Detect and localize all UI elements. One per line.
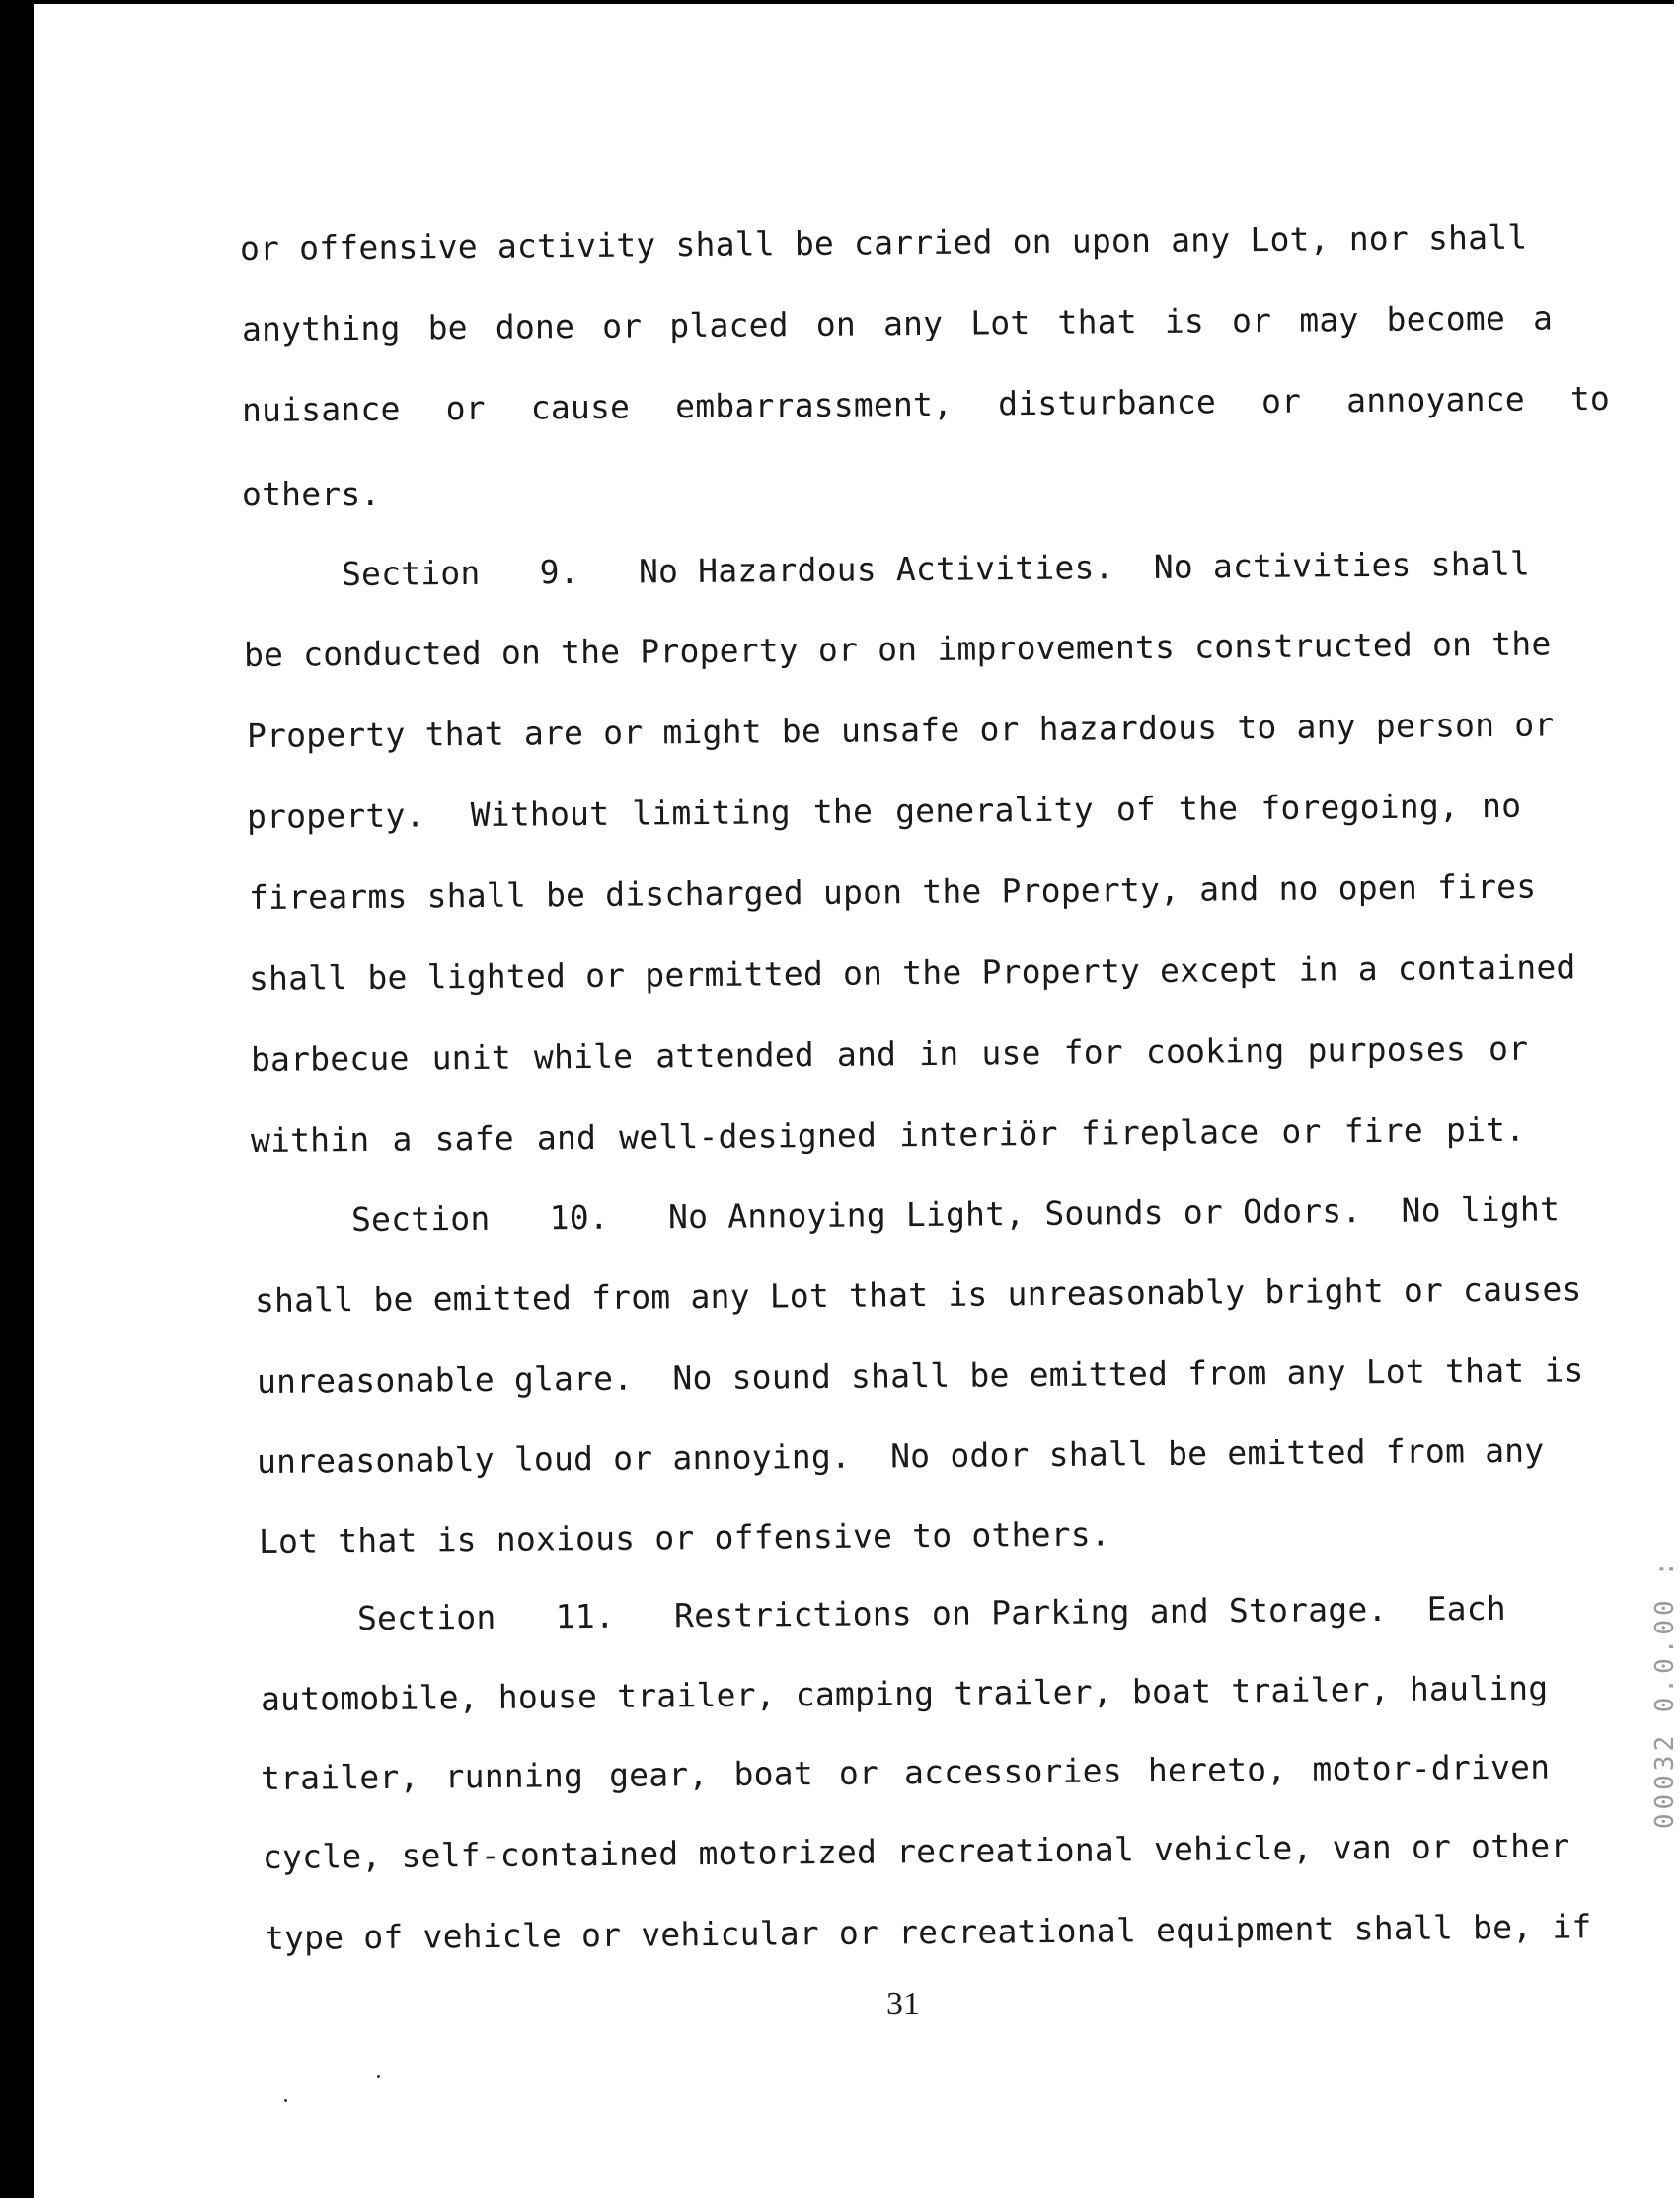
text-line-11: barbecue unit while attended and in use for cooking purposes or [250, 1028, 1529, 1079]
text-line-5: Section 9. No Hazardous Activities. No activities shall [341, 544, 1531, 593]
text-line-15: unreasonable glare. No sound shall be emitted from any Lot that is [256, 1350, 1584, 1401]
text-line-8: property. Without limiting the generality of the foregoing, no [246, 786, 1522, 836]
scan-edge-top [0, 0, 1674, 4]
text-line-19: automobile, house trailer, camping trailer, boat trailer, hauling [260, 1668, 1549, 1718]
text-line-20: trailer, running gear, boat or accessories hereto, motor-driven [260, 1747, 1551, 1797]
text-line-6: be conducted on the Property or on improvements constructed on the [243, 624, 1552, 674]
text-line-12: within a safe and well-designed interiör fireplace or fire pit. [250, 1109, 1526, 1160]
page-number: 31 [886, 1986, 920, 2022]
text-line-21: cycle, self-contained motorized recreational vehicle, van or other [262, 1826, 1570, 1876]
text-line-17: Lot that is noxious or offensive to others. [258, 1514, 1111, 1560]
text-line-7: Property that are or might be unsafe or hazardous to any person or [246, 705, 1555, 755]
text-line-3: nuisance or cause embarrassment, disturbance or annoyance to [241, 378, 1611, 429]
text-line-4: others. [242, 475, 381, 513]
bates-stamp: 00032 0.0.00 : [1650, 1557, 1680, 1830]
scan-speck [284, 2099, 287, 2102]
text-line-2: anything be done or placed on any Lot that is or may become a [241, 298, 1554, 348]
text-line-16: unreasonably loud or annoying. No odor shall be emitted from any [256, 1430, 1545, 1480]
text-line-14: shall be emitted from any Lot that is unreasonably bright or causes [254, 1269, 1582, 1320]
text-line-9: firearms shall be discharged upon the Property, and no open fires [248, 867, 1537, 917]
text-line-22: type of vehicle or vehicular or recreational equipment shall be, if [264, 1907, 1592, 1957]
scan-edge-left [0, 0, 34, 2198]
text-line-13: Section 10. No Annoying Light, Sounds or Odors. No light [350, 1189, 1561, 1239]
text-line-18: Section 11. Restrictions on Parking and Storage. Each [356, 1588, 1507, 1637]
scan-speck [377, 2075, 380, 2078]
text-line-10: shall be lighted or permitted on the Property except in a contained [248, 947, 1576, 998]
text-line-1: or offensive activity shall be carried on upon any Lot, nor shall [239, 217, 1528, 267]
